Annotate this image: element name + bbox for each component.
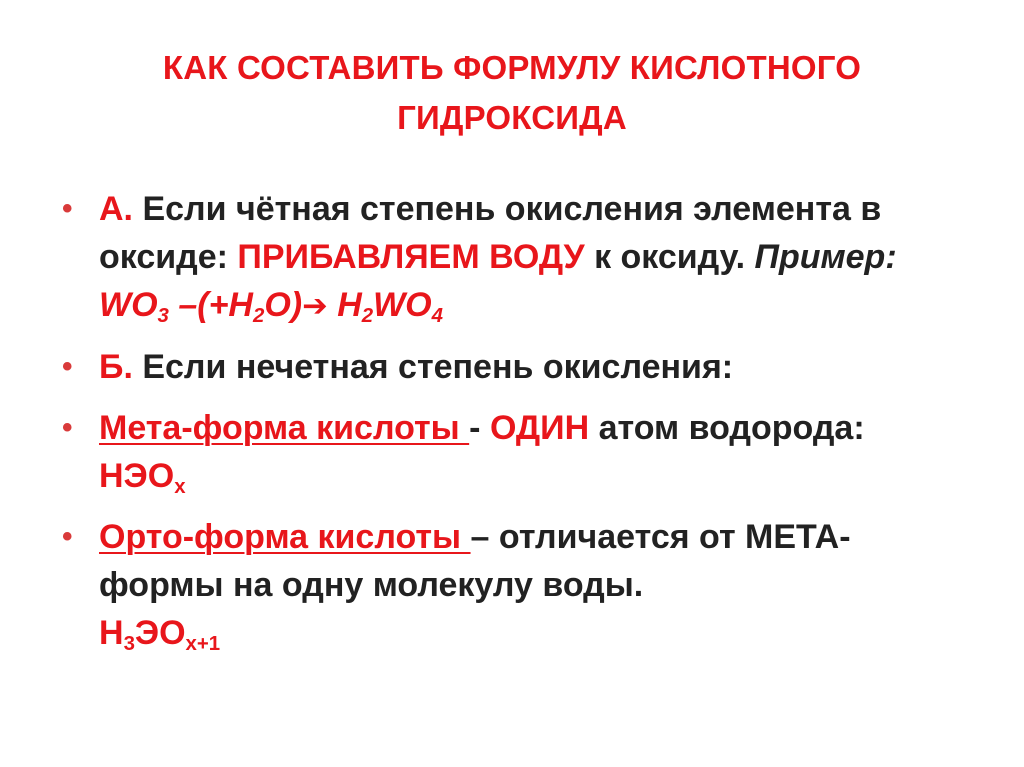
title-line-2: ГИДРОКСИДА bbox=[397, 99, 627, 136]
list-item-b bbox=[60, 343, 960, 391]
list-item-orto bbox=[60, 513, 960, 657]
item-term: Мета-форма кислоты bbox=[99, 409, 470, 447]
title-line-1: КАК СОСТАВИТЬ ФОРМУЛУ КИСЛОТНОГО bbox=[162, 49, 862, 86]
list-item-a bbox=[60, 185, 960, 330]
bullet-icon: • bbox=[62, 520, 73, 553]
orto-formula: $H_3ЭО_{х+1}$ bbox=[99, 614, 221, 656]
bullet-list bbox=[60, 185, 960, 670]
bullet-icon: • bbox=[62, 350, 73, 383]
item-text: к оксиду. bbox=[584, 238, 755, 276]
item-prefix: А. bbox=[99, 190, 133, 228]
item-text: - bbox=[469, 409, 490, 447]
arrow-icon: ➔ bbox=[302, 289, 328, 323]
item-text: Если чётная степень окисления элемента в оксиде: bbox=[99, 190, 882, 276]
item-term: Орто-форма кислоты bbox=[99, 518, 471, 556]
bullet-icon: • bbox=[62, 192, 73, 225]
bullet-icon: • bbox=[62, 411, 73, 444]
list-item-meta bbox=[60, 404, 960, 500]
item-text: – отличается от МЕТА-формы на одну молекулу воды. bbox=[99, 518, 851, 604]
slide-title bbox=[80, 43, 944, 143]
item-emphasis: ОДИН bbox=[489, 409, 590, 447]
reaction-formula: $WO_3$ $-(+H_2O)➔$ $H_2WO_4$ bbox=[99, 286, 443, 328]
item-prefix: Б. bbox=[99, 348, 133, 386]
item-text: атом водорода: bbox=[589, 409, 865, 447]
item-emphasis: ПРИБАВЛЯЕМ ВОДУ bbox=[237, 238, 585, 276]
example-label: Пример: bbox=[754, 238, 897, 276]
item-text: Если нечетная степень окисления: bbox=[132, 348, 734, 386]
meta-formula: $НЭО_х$ bbox=[99, 457, 186, 499]
